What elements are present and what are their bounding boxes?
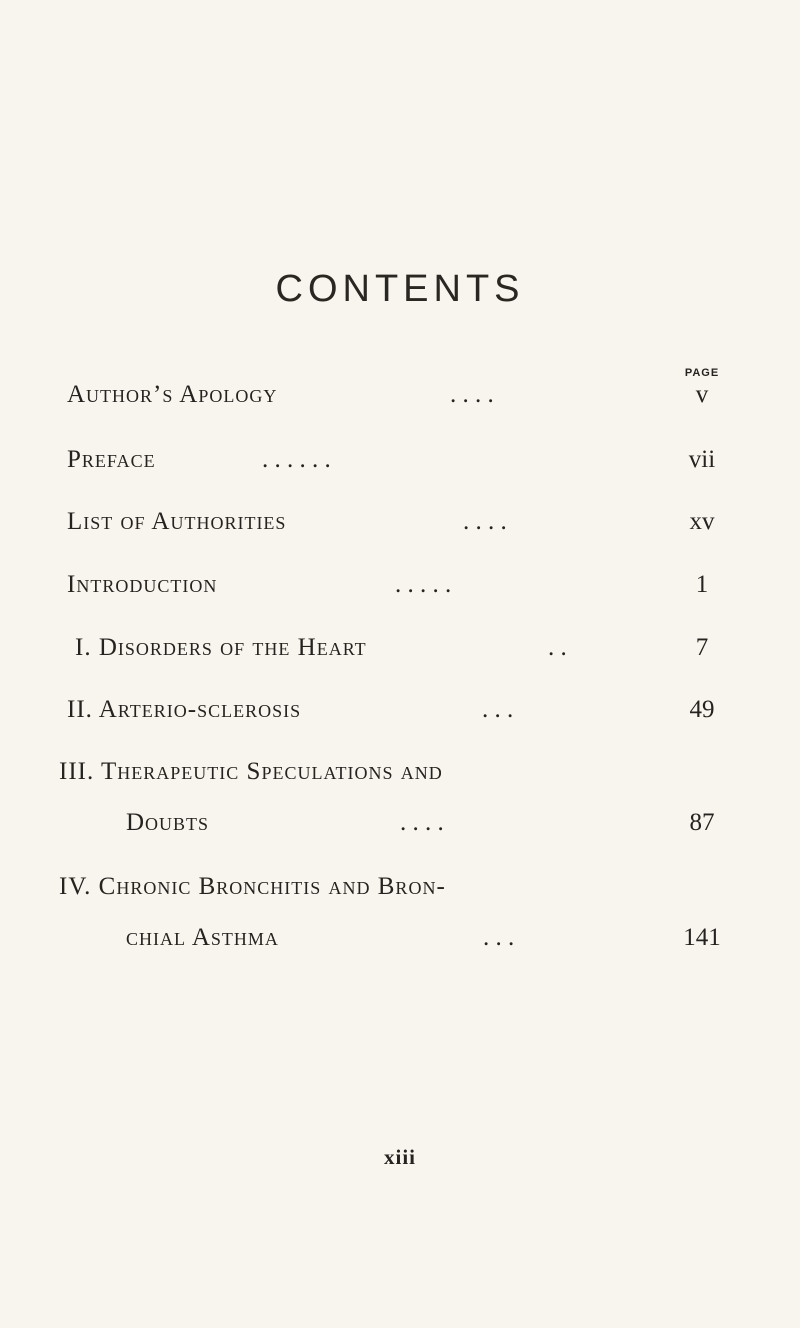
toc-entry-page: xv: [689, 508, 715, 535]
toc-entry: [0, 375, 800, 415]
toc-entry: [0, 690, 800, 730]
toc-leader-dots: . . . .: [463, 508, 507, 535]
toc-entry-page: 49: [689, 696, 715, 723]
toc-entry: [0, 803, 800, 843]
toc-leader-dots: . . .: [483, 924, 515, 951]
toc-entry: [0, 918, 800, 958]
toc-entry-page: 1: [695, 571, 709, 598]
toc-entry-title: Introduction: [67, 571, 218, 598]
toc-leader-dots: . . . . .: [395, 571, 452, 598]
toc-entry: [0, 628, 800, 668]
toc-entry-title: IV. Chronic Bronchitis and Bron-: [59, 873, 446, 900]
toc-leader-dots: . .: [548, 634, 567, 661]
toc-entry: [0, 440, 800, 480]
toc-leader-dots: . . .: [482, 696, 514, 723]
toc-entry: [0, 565, 800, 605]
toc-entry-page: 7: [695, 634, 709, 661]
toc-leader-dots: . . . .: [450, 381, 494, 408]
toc-entry-title: Author’s Apology: [67, 381, 278, 408]
toc-entry-page: vii: [688, 446, 716, 473]
toc-entry: [0, 867, 800, 907]
toc-entry-title: Doubts: [126, 809, 210, 836]
toc-entry-title: chial Asthma: [126, 924, 279, 951]
page-column-heading: PAGE: [684, 367, 720, 379]
contents-title: CONTENTS: [275, 268, 525, 310]
page-folio: xiii: [383, 1145, 416, 1169]
toc-entry: [0, 752, 800, 792]
toc-entry-page: 87: [689, 809, 715, 836]
toc-entry-title: I. Disorders of the Heart: [75, 634, 367, 661]
toc-entry: [0, 502, 800, 542]
toc-entry-page: v: [695, 381, 709, 408]
toc-entry-title: Preface: [67, 446, 156, 473]
toc-leader-dots: . . . .: [400, 809, 444, 836]
toc-leader-dots: . . . . . .: [262, 446, 331, 473]
toc-entry-title: III. Therapeutic Speculations and: [59, 758, 443, 785]
toc-entry-page: 141: [683, 924, 721, 951]
toc-entry-title: List of Authorities: [67, 508, 287, 535]
toc-entry-title: II. Arterio-sclerosis: [67, 696, 302, 723]
